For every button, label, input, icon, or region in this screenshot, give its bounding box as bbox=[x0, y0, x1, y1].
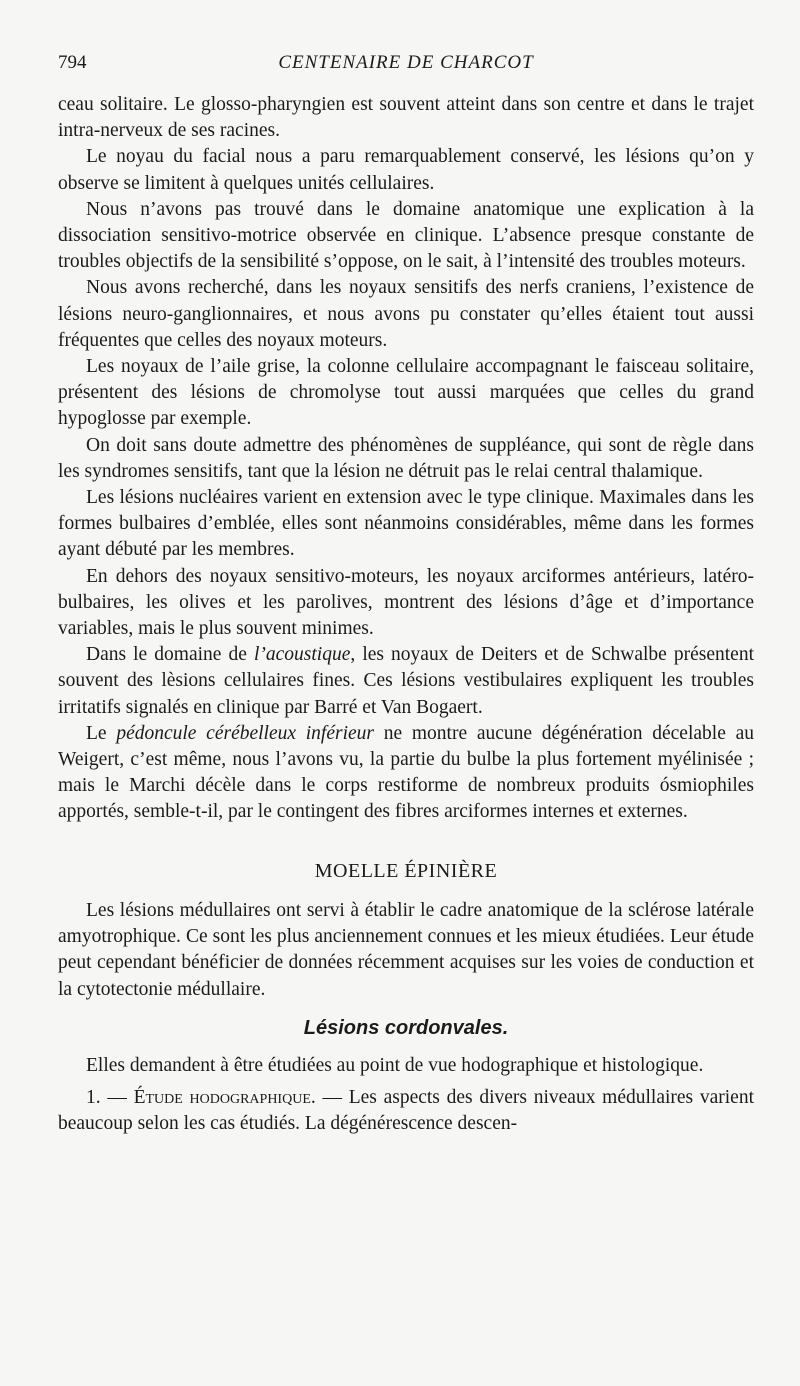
text-run: Dans le domaine de bbox=[86, 644, 254, 666]
page-number: 794 bbox=[58, 52, 87, 73]
paragraph: Les noyaux de l’aile grise, la colonne cellulaire accompagnant le faisceau solitaire, présentent des lésions de chromolyse tout aussi marquées que celles du grand hypoglosse par exemple. bbox=[58, 356, 754, 430]
paragraph-pedoncule bbox=[58, 721, 754, 826]
paragraph: Elles demandent à être étudiées au point de vue hodographique et histologique. bbox=[86, 1054, 704, 1076]
subheading: Lésions cordonvales. bbox=[303, 1016, 509, 1039]
paragraph: ceau solitaire. Le glosso-pharyngien est souvent atteint dans son centre et dans le trajet intra-nerveux de ses racines. bbox=[58, 94, 754, 142]
paragraph: Les lésions médullaires ont servi à établir le cadre anatomique de la sclérose latérale amyotrophique. Ce sont les plus anciennement connues et les mieux étudiées. Leur étude peut cependant bénéficier de données récemment acquises sur les voies de conduction et la cytotectonie médullaire. bbox=[58, 899, 754, 1000]
paragraph: Les lésions nucléaires varient en extension avec le type clinique. Maximales dans les formes bulbaires d’emblée, elles sont néanmoins considérables, même dans les formes ayant débuté par les membres. bbox=[58, 487, 754, 561]
book-page bbox=[58, 52, 754, 1138]
paragraph-numbered bbox=[58, 1085, 754, 1137]
italic-term: pédoncule cérébelleux inférieur bbox=[116, 722, 375, 744]
paragraph-acoustique bbox=[58, 642, 754, 721]
paragraph: En dehors des noyaux sensitivo-moteurs, les noyaux arciformes antérieurs, latéro-bulbaires, les olives et les parolives, montrent des lésions d’âge et d’importance variables, mais le plus souvent minimes. bbox=[58, 565, 754, 640]
smallcaps-title: Étude hodographique. bbox=[133, 1087, 316, 1109]
text-run: ne montre aucune dégénération décelable au Weigert, c’est même, nous l’avons vu, la partie du bulbe la plus fortement myélinisée ; mais le Marchi décèle dans le corps restiforme de nombreux produits ósmiophiles apportés, semble-t-il, par le contingent des fibres arciformes internes et externes. bbox=[58, 722, 754, 823]
italic-term: l’acoustique bbox=[253, 644, 351, 666]
paragraph: Nous avons recherché, dans les noyaux sensitifs des nerfs craniens, l’existence de lésions neuro-ganglionnaires, et nous avons pu constater qu’elles étaient tout aussi fréquentes que celles des noyaux moteurs. bbox=[58, 277, 754, 351]
paragraph: On doit sans doute admettre des phénomènes de suppléance, qui sont de règle dans les syndromes sensitifs, tant que la lésion ne détruit pas le relai central thalamique. bbox=[58, 434, 754, 482]
text-run: Le bbox=[86, 722, 117, 744]
text-run: — Les aspects des divers niveaux médullaires varient beaucoup selon les cas étudiés. La dégénérescence descen- bbox=[58, 1087, 754, 1135]
text-run: , les noyaux de Deiters et de Schwalbe présentent souvent des lèsions cellulaires fines. Ces lésions vestibulaires expliquent les troubles irritatifs signalés en clinique par Barré et Van Bogaert. bbox=[58, 644, 755, 718]
section-heading: MOELLE ÉPINIÈRE bbox=[314, 859, 498, 882]
body-text bbox=[58, 92, 754, 1138]
item-number: 1. — bbox=[86, 1087, 134, 1109]
page-header bbox=[58, 52, 754, 82]
paragraph: Le noyau du facial nous a paru remarquablement conservé, les lésions qu’on y observe se limitent à quelques unités cellulaires. bbox=[58, 146, 754, 194]
running-title: CENTENAIRE DE CHARCOT bbox=[278, 52, 534, 73]
paragraph: Nous n’avons pas trouvé dans le domaine anatomique une explication à la dissociation sensitivo-motrice observée en clinique. L’absence presque constante de troubles objectifs de la sensibilité s’oppose, on le sait, à l’intensité des troubles moteurs. bbox=[58, 198, 754, 273]
